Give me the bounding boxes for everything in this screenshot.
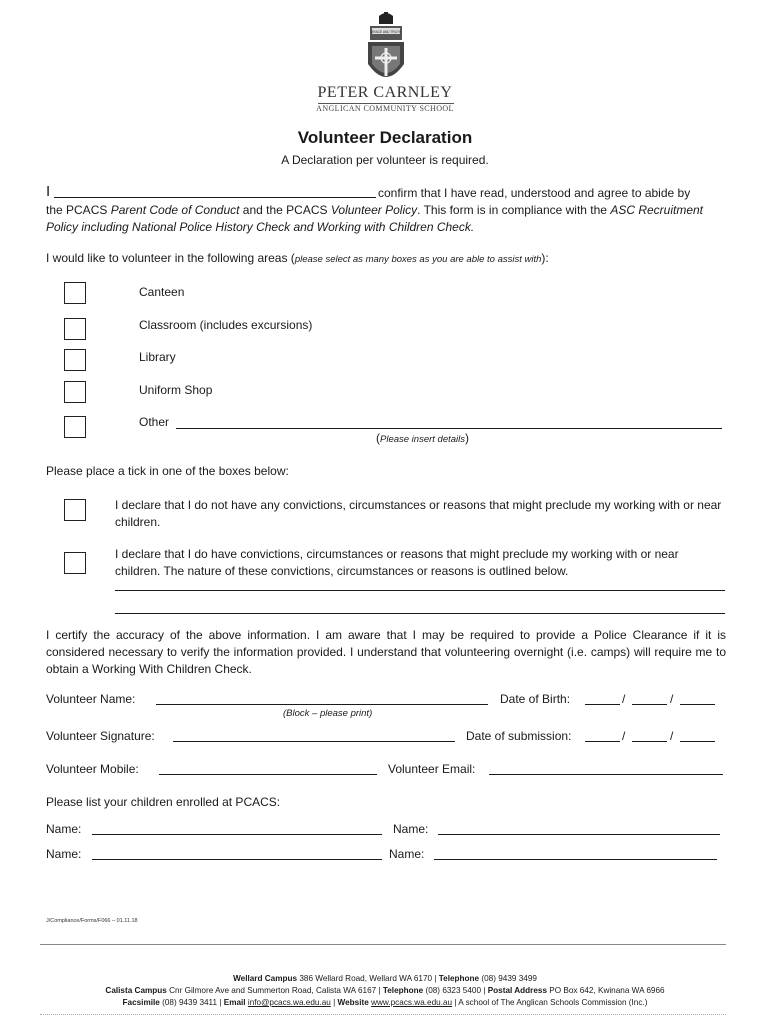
volunteer-mobile-label: Volunteer Mobile: [46, 762, 139, 776]
email-link[interactable]: info@pcacs.wa.edu.au [247, 998, 331, 1007]
calista-label: Calista Campus [105, 986, 167, 995]
canteen-checkbox[interactable] [64, 282, 86, 304]
dob-month-field[interactable] [632, 704, 667, 705]
no-convictions-checkbox[interactable] [64, 499, 86, 521]
tick-intro: Please place a tick in one of the boxes below: [46, 464, 289, 478]
declaration-line2-a: the PCACS [46, 203, 111, 217]
canteen-label: Canteen [139, 285, 185, 299]
other-label: Other [139, 415, 170, 429]
uniform-shop-label: Uniform Shop [139, 383, 213, 397]
declaration-line2-e: . This form is in compliance with the [417, 203, 611, 217]
convictions-detail-line-2[interactable] [115, 613, 725, 614]
submission-year-field[interactable] [680, 741, 715, 742]
convictions-detail-line-1[interactable] [115, 590, 725, 591]
document-reference: J/Compliance/Forms/F066 – 01.11.18 [46, 918, 138, 924]
footer-line-3 [0, 997, 770, 1008]
submission-sep-2: / [670, 729, 674, 743]
volunteer-name-label: Volunteer Name: [46, 692, 136, 706]
no-convictions-text: I declare that I do not have any convictions, circumstances or reasons that might preclude my working with or near children. [115, 498, 722, 529]
calista-tel: (08) 6323 5400 | [423, 986, 488, 995]
school-name: PETER CARNLEY [317, 84, 453, 101]
declaration-line3: Policy including National Police History Check and Working with Children Check. [46, 220, 475, 234]
child-name-field-4[interactable] [434, 859, 717, 860]
asc-policy-ref: ASC Recruitment [610, 203, 704, 217]
child-name-label-3: Name: [46, 847, 82, 861]
footer-rule [40, 944, 726, 945]
declaration-prefix: I [46, 183, 51, 200]
child-name-label-2: Name: [393, 822, 429, 836]
library-checkbox[interactable] [64, 349, 86, 371]
other-hint-close: ) [465, 431, 470, 445]
volunteer-email-label: Volunteer Email: [388, 762, 476, 776]
other-hint-text: Please insert details [380, 434, 466, 445]
fax-number: (08) 9439 3411 | [159, 998, 224, 1007]
wellard-label: Wellard Campus [233, 974, 298, 983]
dob-day-field[interactable] [585, 704, 620, 705]
other-details-field[interactable] [176, 428, 722, 429]
volunteer-mobile-field[interactable] [159, 774, 377, 775]
calista-tel-label: Telephone [382, 986, 424, 995]
declaration-line2-c: and the PCACS [239, 203, 331, 217]
dob-sep-2: / [670, 692, 674, 706]
footer-line-2 [0, 985, 770, 996]
areas-intro-text: I would like to volunteer in the following areas ( [46, 251, 295, 265]
crest-motto: GRACE AND TRUTH [370, 30, 402, 34]
volunteer-name-field[interactable] [156, 704, 488, 705]
wellard-tel-label: Telephone [438, 974, 480, 983]
declarant-name-field[interactable] [54, 197, 376, 198]
volunteer-policy-ref: Volunteer Policy [330, 203, 418, 217]
footer-tagline: | A school of The Anglican Schools Commission (Inc.) [452, 998, 648, 1007]
dob-sep-1: / [622, 692, 626, 706]
library-label: Library [139, 350, 176, 364]
page-bottom-border [40, 1014, 726, 1015]
postal-address: PO Box 642, Kwinana WA 6966 [547, 986, 665, 995]
code-of-conduct-ref: Parent Code of Conduct [110, 203, 240, 217]
other-details-hint [376, 431, 469, 445]
volunteer-signature-field[interactable] [173, 741, 455, 742]
volunteer-email-field[interactable] [489, 774, 723, 775]
other-hint-open: ( [376, 431, 380, 445]
school-crest-logo [362, 12, 410, 90]
certify-text: I certify the accuracy of the above information. I am aware that I may be required to provide a Police Clearance if it is considered necessary to verify the information provided. I understand that volunteering overnight (i.e. camps) will require me to obtain a Working With Children Check. [46, 628, 726, 676]
child-name-label-4: Name: [389, 847, 425, 861]
classroom-label: Classroom (includes excursions) [139, 318, 313, 332]
date-of-birth-label: Date of Birth: [500, 692, 571, 706]
wellard-tel: (08) 9439 3499 [479, 974, 537, 983]
areas-intro-close: ): [541, 251, 549, 265]
classroom-checkbox[interactable] [64, 318, 86, 340]
school-subtitle: ANGLICAN COMMUNITY SCHOOL [316, 104, 454, 113]
has-convictions-text: I declare that I do have convictions, circumstances or reasons that might preclude my working with or near children. The nature of these convictions, circumstances or reasons is outlined below. [115, 547, 679, 578]
declaration-confirm-text: confirm that I have read, understood and agree to abide by [378, 186, 691, 200]
declaration-body [46, 202, 726, 236]
email-label: Email [223, 998, 246, 1007]
areas-hint: please select as many boxes as you are able to assist with [294, 254, 542, 265]
postal-label: Postal Address [487, 986, 548, 995]
calista-address: Cnr Gilmore Ave and Summerton Road, Calista WA 6167 | [166, 986, 383, 995]
footer-line-1 [0, 973, 770, 984]
areas-intro [46, 251, 549, 265]
fax-label: Facsimile [122, 998, 160, 1007]
child-name-field-1[interactable] [92, 834, 382, 835]
date-of-submission-label: Date of submission: [466, 729, 572, 743]
child-name-label-1: Name: [46, 822, 82, 836]
submission-sep-1: / [622, 729, 626, 743]
form-title: Volunteer Declaration [297, 128, 473, 147]
has-convictions-checkbox[interactable] [64, 552, 86, 574]
footer-sep: | [330, 998, 338, 1007]
children-intro: Please list your children enrolled at PCACS: [46, 795, 281, 809]
child-name-field-2[interactable] [438, 834, 720, 835]
form-subtitle: A Declaration per volunteer is required. [281, 153, 489, 167]
dob-year-field[interactable] [680, 704, 715, 705]
website-label: Website [337, 998, 369, 1007]
submission-day-field[interactable] [585, 741, 620, 742]
block-print-hint: (Block – please print) [283, 708, 373, 719]
wellard-address: 386 Wellard Road, Wellard WA 6170 | [297, 974, 439, 983]
submission-month-field[interactable] [632, 741, 667, 742]
child-name-field-3[interactable] [92, 859, 382, 860]
website-link[interactable]: www.pcacs.wa.edu.au [371, 998, 453, 1007]
uniform-shop-checkbox[interactable] [64, 381, 86, 403]
volunteer-signature-label: Volunteer Signature: [46, 729, 155, 743]
other-checkbox[interactable] [64, 416, 86, 438]
